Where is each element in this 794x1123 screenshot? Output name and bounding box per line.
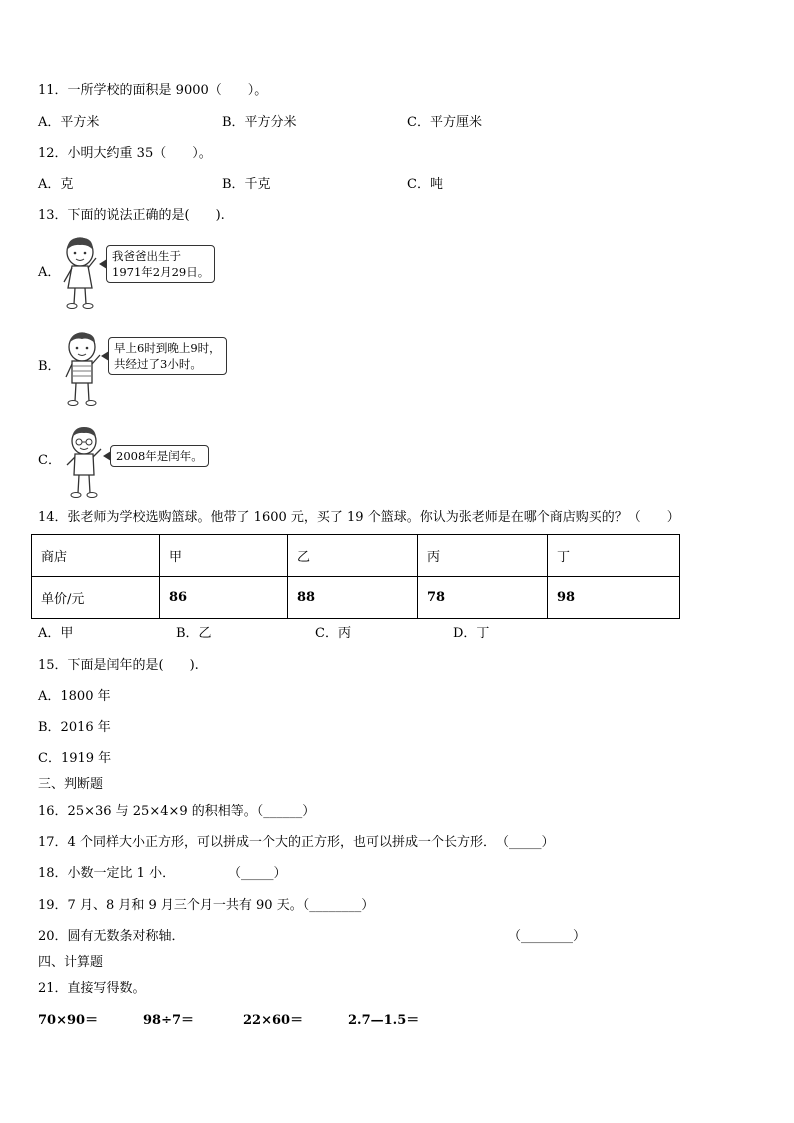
question-14-stem: 14．张老师为学校选购篮球。他带了 1600 元，买了 19 个篮球。你认为张老师是在哪个商店购买的？（ ） (38, 510, 680, 525)
table-cell: 单价/元 (32, 577, 160, 619)
girl-figure-icon (60, 236, 102, 310)
q13-c-speech-bubble (110, 445, 209, 467)
table-header-cell: 甲 (160, 535, 288, 577)
table-cell: 78 (418, 577, 548, 619)
table-header-cell: 丙 (418, 535, 548, 577)
q11-option-c: C．平方厘米 (407, 115, 482, 130)
price-table (31, 534, 680, 619)
q12-option-b: B．千克 (222, 177, 271, 192)
question-11-stem: 11．一所学校的面积是 9000（ ）。 (38, 83, 268, 98)
q15-option-a: A．1800 年 (38, 689, 111, 704)
question-17: 17．4 个同样大小正方形，可以拼成一个大的正方形，也可以拼成一个长方形． （_____） (38, 835, 555, 850)
q13-a-bubble-line-1: 我爸爸出生于 (112, 249, 181, 263)
table-header-cell: 乙 (288, 535, 418, 577)
q15-option-b: B．2016 年 (38, 720, 111, 735)
question-16: 16．25×36 与 25×4×9 的积相等。（______） (38, 804, 316, 819)
q12-option-a: A．克 (38, 177, 74, 192)
q14-option-b: B．乙 (176, 626, 212, 641)
section-heading-judgement: 三、判断题 (38, 777, 104, 792)
calc-item: 22×60＝ (243, 1013, 304, 1028)
table-row (32, 577, 680, 619)
q11-option-b: B．平方分米 (222, 115, 297, 130)
boy-figure-icon (62, 331, 104, 407)
q13-b-speech-bubble (108, 337, 227, 375)
q18-answer-blank: （_____） (228, 866, 287, 881)
q14-option-d: D．丁 (453, 626, 490, 641)
q13-option-a-label: A． (38, 265, 61, 280)
q13-a-bubble-line-2: 1971年2月29日。 (112, 265, 210, 279)
q13-c-bubble-line-1: 2008年是闰年。 (116, 449, 203, 463)
q14-option-c: C．丙 (315, 626, 351, 641)
question-20-stem: 20．圆有无数条对称轴． (38, 929, 185, 944)
question-12-stem: 12．小明大约重 35（ ）。 (38, 146, 212, 161)
boy-with-glasses-figure-icon (64, 425, 104, 499)
q13-a-speech-bubble (106, 245, 215, 283)
q15-option-c: C．1919 年 (38, 751, 112, 766)
q14-option-a: A．甲 (38, 626, 74, 641)
table-cell: 86 (160, 577, 288, 619)
calc-item: 2.7—1.5＝ (348, 1013, 420, 1028)
table-header-cell: 商店 (32, 535, 160, 577)
q20-answer-blank: （________） (508, 929, 587, 944)
calc-item: 98÷7＝ (143, 1013, 195, 1028)
section-heading-calculation: 四、计算题 (38, 955, 104, 970)
question-19: 19．7 月、8 月和 9 月三个月一共有 90 天。（________） (38, 898, 375, 913)
q12-option-c: C．吨 (407, 177, 443, 192)
table-cell: 88 (288, 577, 418, 619)
q13-b-bubble-line-2: 共经过了3小时。 (114, 357, 202, 371)
question-15-stem: 15．下面是闰年的是( ). (38, 658, 199, 673)
calc-item: 70×90＝ (38, 1013, 99, 1028)
question-13-stem: 13．下面的说法正确的是( ). (38, 208, 225, 223)
table-row (32, 535, 680, 577)
q13-option-b-label: B． (38, 359, 61, 374)
table-cell: 98 (548, 577, 680, 619)
q13-b-bubble-line-1: 早上6时到晚上9时， (114, 341, 221, 355)
table-header-cell: 丁 (548, 535, 680, 577)
q13-option-c-label: C． (38, 453, 61, 468)
q11-option-a: A．平方米 (38, 115, 100, 130)
question-18-stem: 18．小数一定比 1 小． (38, 866, 176, 881)
question-21-stem: 21．直接写得数。 (38, 981, 146, 996)
